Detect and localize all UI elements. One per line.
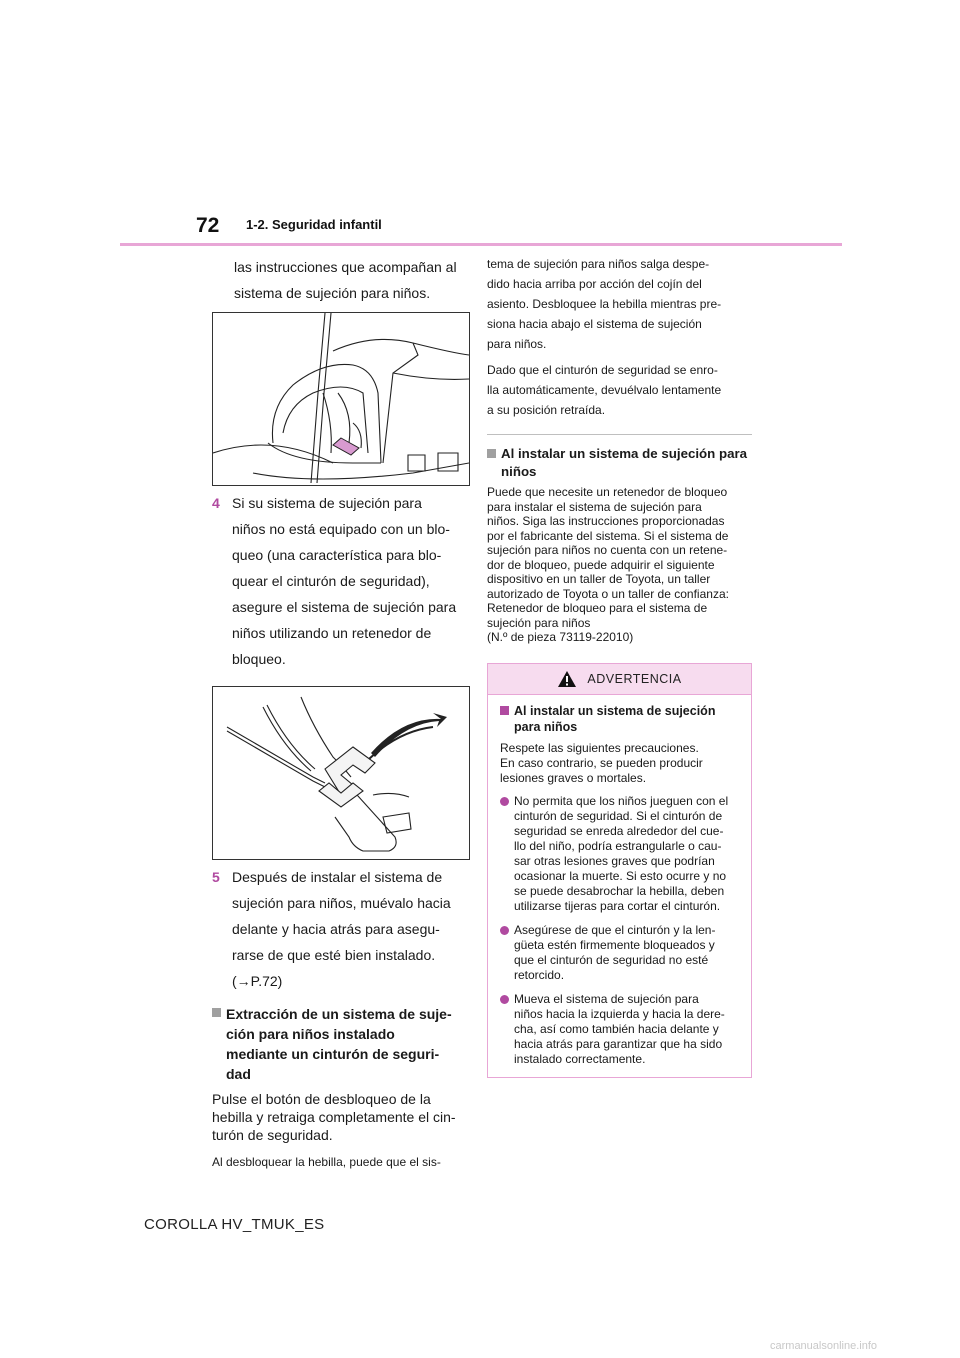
step-line: niños no está equipado con un blo-: [232, 521, 450, 537]
heading-line: Extracción de un sistema de suje-: [226, 1006, 452, 1022]
step-5: [212, 864, 470, 994]
text-line: llo del niño, podría estrangularle o cau-: [514, 838, 722, 853]
body-line: Pulse el botón de desbloqueo de la: [212, 1091, 431, 1107]
text-line: siona hacia abajo el sistema de sujeción: [487, 317, 702, 331]
step-line: niños utilizando un retenedor de: [232, 625, 432, 641]
removal-note: Al desbloquear la hebilla, puede que el sis-: [212, 1155, 441, 1169]
warning-intro: [500, 741, 741, 786]
page-number: 72: [196, 214, 220, 237]
round-bullet-icon: [500, 923, 514, 983]
removal-body: [212, 1090, 470, 1144]
text-line: ocasionar la muerte. Si esto ocurre y no: [514, 868, 727, 883]
continued-paragraph: [487, 254, 752, 354]
right-column: [487, 254, 752, 1078]
step-line: asegure el sistema de sujeción para: [232, 599, 457, 615]
text-line: lesiones graves o mortales.: [500, 770, 647, 785]
text-line: retorcido.: [514, 967, 565, 982]
body-line: turón de seguridad.: [212, 1127, 333, 1143]
text-line: dido hacia arriba por acción del cojín del: [487, 277, 702, 291]
step-line: Después de instalar el sistema de: [232, 869, 443, 885]
step-line: Si su sistema de sujeción para: [232, 495, 422, 511]
step-line: bloqueo.: [232, 651, 286, 667]
warning-box: [487, 663, 752, 1078]
body-line: niños. Siga las instrucciones proporcionadas: [487, 514, 725, 528]
warning-item: [500, 923, 741, 983]
header-rule: [120, 243, 842, 246]
heading-line: Al instalar un sistema de sujeción para: [501, 446, 748, 461]
text-line: lla automáticamente, devuélvalo lentamente: [487, 383, 722, 397]
round-bullet-icon: [500, 794, 514, 914]
heading-line: dad: [226, 1066, 251, 1082]
step-line: queo (una característica para blo-: [232, 547, 442, 563]
child-seat-illustration: [212, 312, 470, 486]
text-line: se puede desabrochar la hebilla, deben: [514, 883, 725, 898]
body-line: (N.º de pieza 73119-22010): [487, 630, 634, 644]
step-line: quear el cinturón de seguridad),: [232, 573, 430, 589]
text-line: seguridad se enreda alrededor del cue-: [514, 823, 724, 838]
body-line: autorizado de Toyota o un taller de confianza:: [487, 586, 729, 601]
retract-paragraph: [487, 360, 752, 420]
heading-line: mediante un cinturón de seguri-: [226, 1046, 440, 1062]
install-heading: [487, 445, 752, 481]
warning-item-text: [514, 923, 715, 983]
section-divider: [487, 434, 752, 435]
heading-line: para niños: [514, 719, 578, 734]
text-line: niños hacia la izquierda y hacia la dere-: [514, 1006, 725, 1021]
warning-item: [500, 794, 741, 914]
step-line: sujeción para niños, muévalo hacia: [232, 895, 451, 911]
footer-model: COROLLA HV_TMUK_ES: [144, 1216, 325, 1233]
text-line: hacia atrás para garantizar que ha sido: [514, 1036, 723, 1051]
text-line: Mueva el sistema de sujeción para: [514, 991, 699, 1006]
square-bullet-icon: [500, 703, 514, 721]
body-line: para instalar el sistema de sujeción para: [487, 499, 702, 514]
square-bullet-icon: [487, 445, 501, 463]
body-line: Retenedor de bloqueo para el sistema de: [487, 601, 708, 615]
install-body: [487, 485, 752, 645]
section-title: 1-2. Seguridad infantil: [246, 217, 382, 232]
text-line: Dado que el cinturón de seguridad se enro-: [487, 363, 718, 377]
step-5-text: [232, 864, 470, 994]
step-line: delante y hacia atrás para asegu-: [232, 921, 440, 937]
warning-heading-text: [514, 703, 715, 735]
step-4-text: [232, 490, 470, 672]
body-line: Puede que necesite un retenedor de bloqueo: [487, 485, 728, 499]
heading-line: ción para niños instalado: [226, 1026, 395, 1042]
heading-line: niños: [501, 464, 537, 479]
round-bullet-icon: [500, 992, 514, 1067]
text-line: Respete las siguientes precauciones.: [500, 740, 699, 755]
body-line: hebilla y retraiga completamente el cin-: [212, 1109, 456, 1125]
step-number: 4: [212, 495, 220, 511]
text-line: asiento. Desbloquee la hebilla mientras pre-: [487, 297, 722, 311]
text-line: para niños.: [487, 337, 547, 351]
text-line: a su posición retraída.: [487, 403, 606, 417]
warning-header: [488, 664, 751, 695]
warning-item-text: [514, 794, 728, 914]
text-line: tema de sujeción para niños salga despe-: [487, 257, 710, 271]
body-line: por el fabricante del sistema. Si el sistema de: [487, 528, 729, 543]
page-reference-link[interactable]: (→P.72): [232, 973, 283, 989]
warning-heading: [500, 703, 741, 735]
warning-title: ADVERTENCIA: [587, 671, 682, 686]
watermark: carmanualsonline.info: [770, 1340, 878, 1352]
warning-item-text: [514, 992, 725, 1067]
warning-triangle-icon: [557, 670, 577, 688]
text-line: güeta estén firmemente bloqueados y: [514, 937, 715, 952]
body-line: dor de bloqueo, puede adquirir el siguiente: [487, 557, 715, 572]
step-line: rarse de que esté bien instalado.: [232, 947, 436, 963]
text-line: utilizarse tijeras para cortar el cinturón.: [514, 898, 721, 913]
body-line: sujeción para niños: [487, 615, 591, 630]
warning-body: [488, 695, 751, 1077]
step-4: [212, 490, 470, 672]
text-line: instalado correctamente.: [514, 1051, 646, 1066]
text-line: No permita que los niños jueguen con el: [514, 793, 729, 808]
warning-item: [500, 992, 741, 1067]
text-line: sar otras lesiones graves que podrían: [514, 853, 715, 868]
text-line: cha, así como también hacia delante y: [514, 1021, 719, 1036]
intro-paragraph: [212, 254, 470, 306]
text-line: que el cinturón de seguridad no esté: [514, 952, 709, 967]
removal-heading-text: [226, 1004, 452, 1084]
text-line: cinturón de seguridad. Si el cinturón de: [514, 808, 723, 823]
text-line: En caso contrario, se pueden producir: [500, 755, 703, 770]
body-line: dispositivo en un taller de Toyota, un taller: [487, 572, 711, 586]
intro-line: las instrucciones que acompañan al: [234, 259, 457, 275]
removal-heading: [212, 1004, 470, 1084]
intro-line: sistema de sujeción para niños.: [234, 285, 431, 301]
heading-line: Al instalar un sistema de sujeción: [514, 703, 716, 718]
child-seat-drawing: [213, 313, 469, 485]
step-number: 5: [212, 869, 220, 885]
install-heading-text: [501, 445, 747, 481]
body-line: sujeción para niños no cuenta con un retene-: [487, 543, 728, 557]
square-bullet-icon: [212, 1004, 226, 1022]
locking-clip-drawing: [213, 687, 469, 859]
left-column: [212, 254, 470, 1172]
text-line: Asegúrese de que el cinturón y la len-: [514, 922, 716, 937]
locking-clip-illustration: [212, 686, 470, 860]
